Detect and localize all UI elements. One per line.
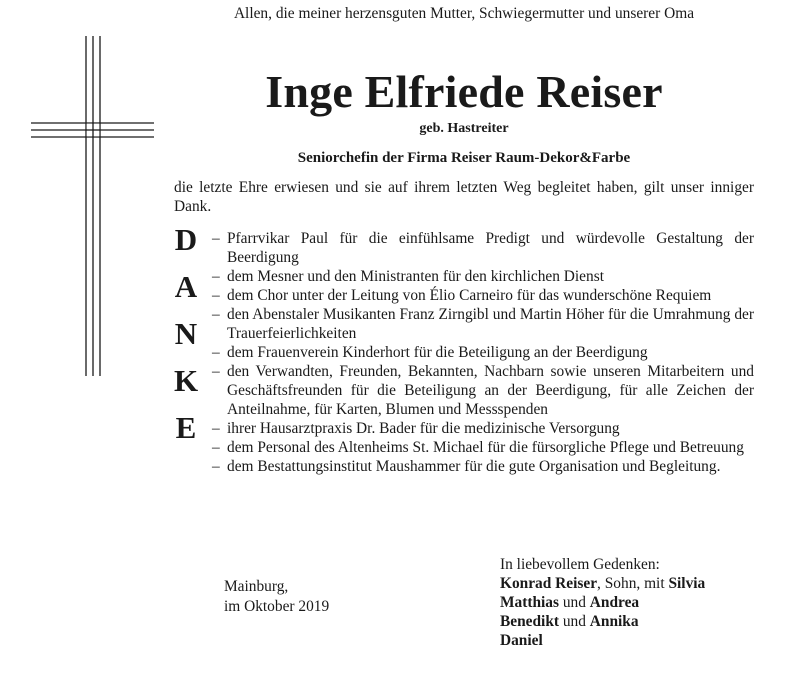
family-name: Matthias (500, 594, 559, 611)
memorial-heading: In liebevollem Gedenken: (500, 556, 660, 573)
birth-name: geb. Hastreiter (419, 121, 509, 136)
danke-letter: D (174, 222, 198, 257)
relation-text: und (559, 613, 590, 630)
danke-letter: K (173, 363, 199, 398)
thanks-item: – den Verwandten, Freunden, Bekannten, Nachbarn sowie unseren Mitarbeitern und Geschäftsfreunden für die Beteiligung an der Beerdigung, für alle Zeichen der Anteilnahme, für Karten, Blumen und Messspenden (210, 362, 754, 419)
memorial-line (500, 612, 770, 631)
place: Mainburg, (224, 578, 289, 595)
cross-icon (0, 0, 170, 400)
thanks-item: – dem Chor unter der Leitung von Élio Carneiro für das wunderschöne Requiem (210, 286, 754, 305)
thanks-item: – dem Frauenverein Kinderhort für die Beteiligung an der Beerdigung (210, 343, 754, 362)
thanks-item: – Pfarrvikar Paul für die einfühlsame Predigt und würdevolle Gestaltung der Beerdigung (210, 229, 754, 267)
family-name: Benedikt (500, 613, 560, 630)
place-date (224, 577, 464, 617)
family-name: Andrea (589, 594, 640, 611)
intro-line: Allen, die meiner herzensguten Mutter, Schwiegermutter und unserer Oma (233, 5, 695, 22)
memorial-line (500, 631, 770, 650)
family-name: Konrad Reiser (500, 575, 598, 592)
deceased-name: Inge Elfriede Reiser (265, 66, 663, 117)
family-name: Annika (589, 613, 639, 630)
memorial-signature (500, 555, 770, 650)
danke-letter: N (174, 316, 198, 351)
danke-column (170, 224, 202, 459)
thanks-item: – den Abenstaler Musikanten Franz Zirngibl und Martin Höher für die Umrahmung der Trauerfeierlichkeiten (210, 305, 754, 343)
family-name: Daniel (500, 632, 543, 649)
relation-text: , Sohn, mit (597, 575, 669, 592)
thanks-item: – dem Bestattungsinstitut Maushammer für die gute Organisation und Begleitung. (210, 457, 754, 476)
thanks-item: – dem Mesner und den Ministranten für den kirchlichen Dienst (210, 267, 754, 286)
deceased-role: Seniorchefin der Firma Reiser Raum-Dekor&Farbe (297, 150, 631, 166)
family-name: Silvia (668, 575, 706, 592)
memorial-line (500, 593, 770, 612)
gratitude-intro: die letzte Ehre erwiesen und sie auf ihrem letzten Weg begleitet haben, gilt unser inniger Dank. (174, 179, 754, 215)
relation-text: und (559, 594, 590, 611)
danke-letter: E (175, 410, 197, 445)
thanks-item: – ihrer Hausarztpraxis Dr. Bader für die medizinische Versorgung (210, 419, 754, 438)
thanks-item: – dem Personal des Altenheims St. Michael für die fürsorgliche Pflege und Betreuung (210, 438, 754, 457)
memorial-line (500, 574, 770, 593)
date: im Oktober 2019 (224, 598, 330, 615)
thanks-list (210, 229, 754, 476)
danke-letter: A (174, 269, 198, 304)
